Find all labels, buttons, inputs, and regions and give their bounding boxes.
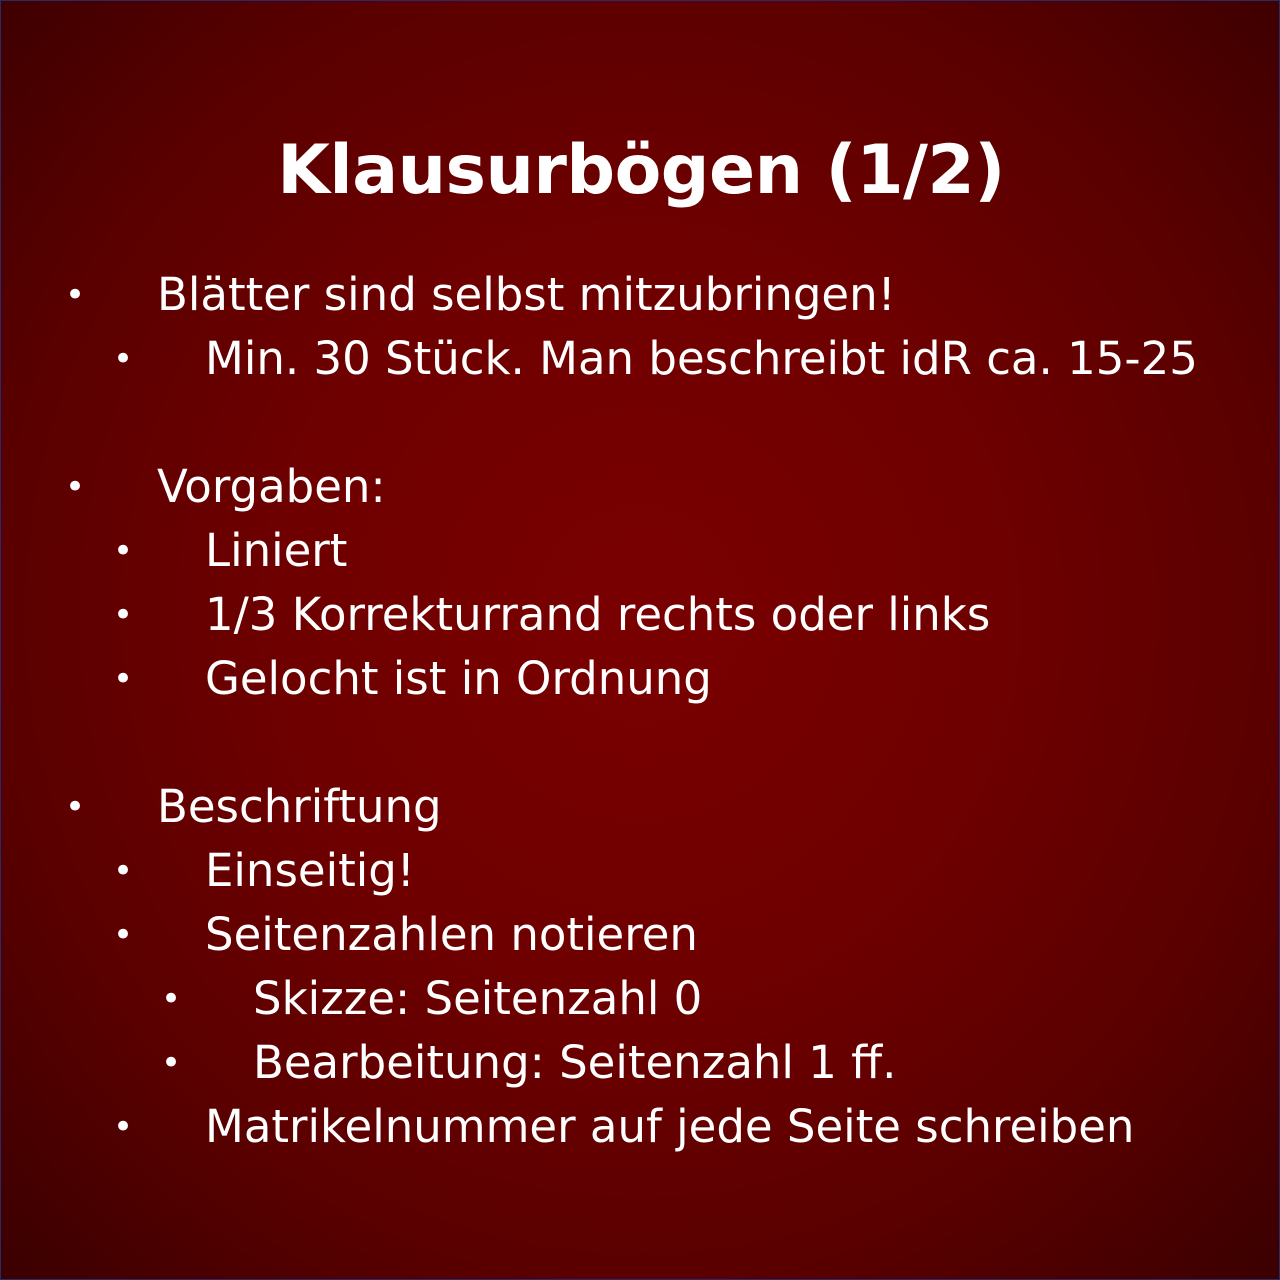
spacer: [1, 711, 1280, 775]
bullet-icon: •: [113, 1107, 134, 1147]
bullet-icon: •: [65, 275, 86, 315]
bullet-icon: •: [113, 915, 134, 955]
bullet-text: Vorgaben:: [157, 460, 386, 513]
bullet-item-gelocht: [1, 647, 1280, 711]
bullet-icon: •: [113, 595, 134, 635]
bullet-item-seitenzahlen: [1, 903, 1280, 967]
bullet-text: Skizze: Seitenzahl 0: [253, 972, 703, 1025]
bullet-icon: •: [65, 467, 86, 507]
bullet-item-beschriftung: [1, 775, 1280, 839]
bullet-icon: •: [65, 787, 86, 827]
bullet-icon: •: [161, 979, 182, 1019]
bullet-text: Bearbeitung: Seitenzahl 1 ff.: [253, 1036, 897, 1089]
bullet-text: Beschriftung: [157, 780, 442, 833]
bullet-item-vorgaben: [1, 455, 1280, 519]
bullet-item-min-30: [1, 327, 1280, 391]
bullet-item-einseitig: [1, 839, 1280, 903]
bullet-icon: •: [113, 339, 134, 379]
bullet-text: Matrikelnummer auf jede Seite schreiben: [205, 1100, 1135, 1153]
bullet-item-skizze: [1, 967, 1280, 1031]
bullet-text: Blätter sind selbst mitzubringen!: [157, 268, 896, 321]
bullet-icon: •: [113, 851, 134, 891]
bullet-item-blaetter: [1, 263, 1280, 327]
slide-title: Klausurbögen (1/2): [277, 131, 1005, 210]
spacer: [1, 391, 1280, 455]
bullet-icon: •: [113, 531, 134, 571]
bullet-item-korrekturrand: [1, 583, 1280, 647]
bullet-text: Seitenzahlen notieren: [205, 908, 698, 961]
bullet-item-liniert: [1, 519, 1280, 583]
bullet-text: 1/3 Korrekturrand rechts oder links: [205, 588, 991, 641]
bullet-text: Min. 30 Stück. Man beschreibt idR ca. 15-25: [205, 332, 1198, 385]
slide-content: [1, 263, 1280, 1159]
bullet-icon: •: [113, 659, 134, 699]
bullet-item-matrikelnummer: [1, 1095, 1280, 1159]
bullet-icon: •: [161, 1043, 182, 1083]
bullet-text: Einseitig!: [205, 844, 415, 897]
bullet-text: Liniert: [205, 524, 348, 577]
bullet-item-bearbeitung: [1, 1031, 1280, 1095]
bullet-text: Gelocht ist in Ordnung: [205, 652, 712, 705]
